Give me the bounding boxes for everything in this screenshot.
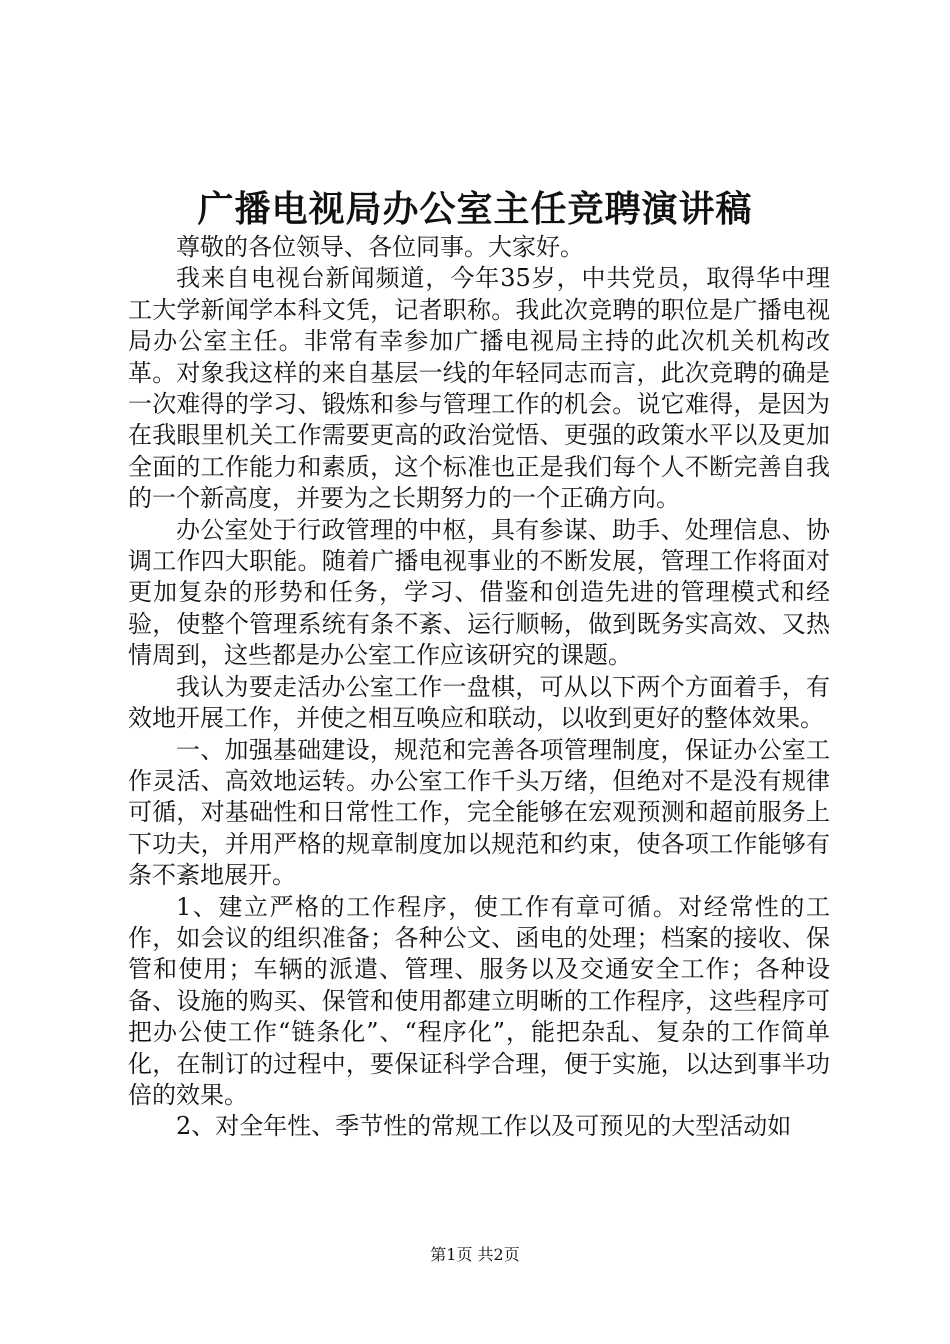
paragraph-office-role: 办公室处于行政管理的中枢，具有参谋、助手、处理信息、协调工作四大职能。随着广播电视事业的不断发展，管理工作将面对更加复杂的形势和任务，学习、借鉴和创造先进的管理模式和经验，使整个管理系统有条不紊、运行顺畅，做到既务实高效、又热情周到，这些都是办公室工作应该研究的课题。 — [128, 515, 830, 670]
document-body — [128, 232, 830, 1143]
paragraph-greeting: 尊敬的各位领导、各位同事。大家好。 — [176, 233, 584, 261]
paragraph-approach: 我认为要走活办公室工作一盘棋，可从以下两个方面着手，有效地开展工作，并使之相互唤应和联动，以收到更好的整体效果。 — [128, 672, 830, 733]
paragraph-section-one: 一、加强基础建设，规范和完善各项管理制度，保证办公室工作灵活、高效地运转。办公室工作千头万绪，但绝对不是没有规律可循，对基础性和日常性工作，完全能够在宏观预测和超前服务上下功夫，并用严格的规章制度加以规范和约束，使各项工作能够有条不紊地展开。 — [128, 735, 830, 890]
paragraph-item-one: 1、建立严格的工作程序，使工作有章可循。对经常性的工作，如会议的组织准备；各种公文、函电的处理；档案的接收、保管和使用；车辆的派遣、管理、服务以及交通安全工作；各种设备、设施的购买、保管和使用都建立明晰的工作程序，这些程序可把办公使工作“链条化”、“程序化”，能把杂乱、复杂的工作简单化，在制订的过程中，要保证科学合理，便于实施，以达到事半功倍的效果。 — [128, 892, 830, 1109]
paragraph-item-two: 2、对全年性、季节性的常规工作以及可预见的大型活动如 — [176, 1112, 792, 1141]
document-title: 广播电视局办公室主任竞聘演讲稿 — [197, 188, 753, 230]
paragraph-introduction: 我来自电视台新闻频道，今年35岁，中共党员，取得华中理工大学新闻学本科文凭，记者职称。我此次竞聘的职位是广播电视局办公室主任。非常有幸参加广播电视局主持的此次机关机构改革。对象我这样的来自基层一线的年轻同志而言，此次竞聘的确是一次难得的学习、锻炼和参与管理工作的机会。说它难得，是因为在我眼里机关工作需要更高的政治觉悟、更强的政策水平以及更加全面的工作能力和素质，这个标准也正是我们每个人不断完善自我的一个新高度，并要为之长期努力的一个正确方向。 — [128, 264, 830, 513]
page-number-footer: 第1页 共2页 — [430, 1245, 520, 1264]
